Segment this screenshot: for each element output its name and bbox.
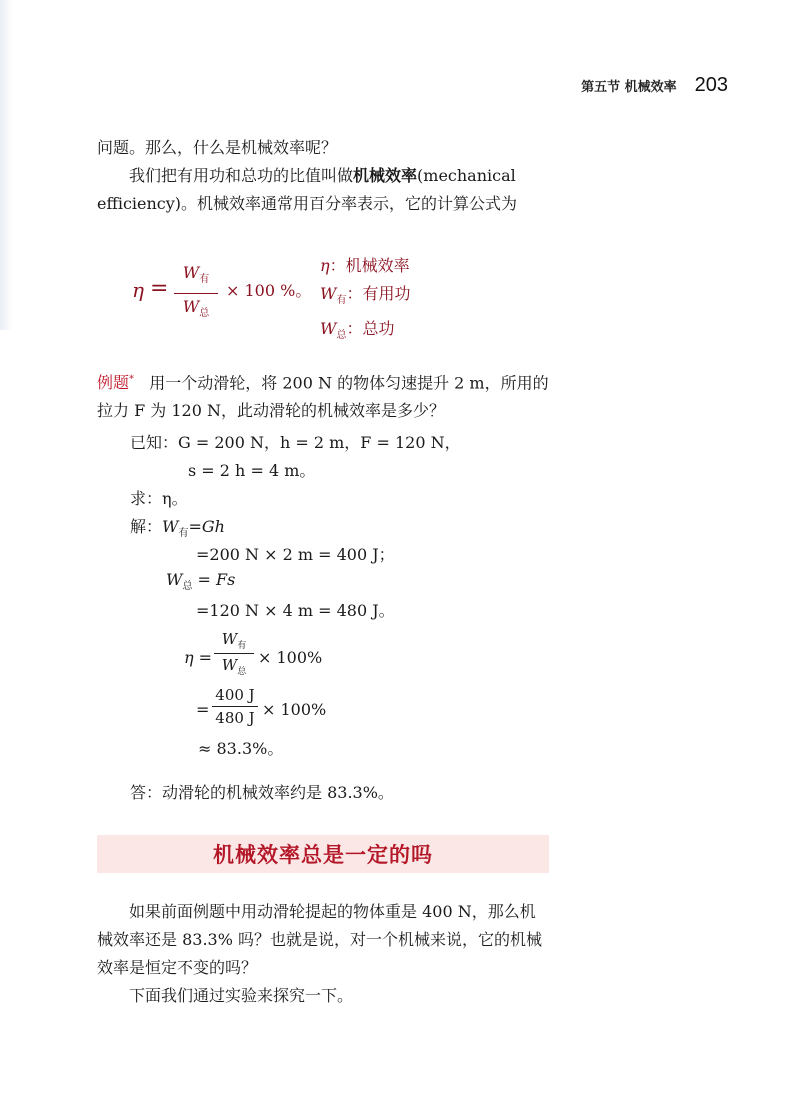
numeric-times-100: × 100% (262, 700, 327, 719)
section-banner-title: 机械效率总是一定的吗 (213, 843, 433, 867)
page-number: 203 (694, 74, 728, 96)
section-label: 第五节 机械效率 (581, 80, 677, 95)
known-line-2: s = 2 h = 4 m。 (188, 461, 316, 480)
find-line: 求：η。 (130, 489, 188, 508)
solve-total-work: $W_总 = Fs$ (166, 570, 236, 593)
example-label: 例题* (97, 373, 135, 393)
section-banner (97, 835, 549, 873)
definition-lead: 我们把有用功和总功的比值叫做 (129, 166, 354, 185)
example-problem (97, 366, 549, 425)
intro-line: 问题。那么，什么是机械效率呢？ (97, 138, 338, 157)
efficiency-formula (130, 256, 550, 342)
numeric-equals: = (196, 700, 210, 719)
solve-useful-work: 解：$W_有=Gh$ (130, 517, 225, 540)
answer-line: 答：动滑轮的机械效率约是 83.3%。 (130, 783, 394, 802)
calc-total-work: =120 N × 4 m = 480 J。 (196, 601, 395, 620)
calc-useful-work: =200 N × 2 m = 400 J； (196, 545, 395, 564)
page-edge-shading (0, 0, 12, 330)
legend-total-work: $W_总$：总功 (320, 319, 395, 342)
definition-paragraph (97, 162, 549, 218)
page-header (581, 74, 728, 97)
example-text: 用一个动滑轮，将 200 N 的物体匀速提升 2 m，所用的拉力 F 为 120 N，此动滑轮的机械效率是多少？ (97, 373, 549, 421)
numeric-fraction: 400 J 480 J (212, 686, 258, 727)
formula-eta: η (132, 278, 144, 302)
formula-times-100: × 100 %。 (226, 281, 312, 300)
eta-equals: η = (184, 648, 213, 667)
approx-result: ≈ 83.3%。 (198, 739, 284, 758)
closing-paragraph-1: 如果前面例题中用动滑轮提起的物体重是 400 N，那么机械效率还是 83.3% 吗？也就是说，对一个机械来说，它的机械效率是恒定不变的吗？ (97, 902, 543, 977)
formula-legend (320, 252, 410, 350)
legend-useful-work: $W_有$：有用功 (320, 284, 411, 307)
definition-term: 机械效率 (353, 166, 418, 185)
legend-eta: η：机械效率 (320, 256, 410, 275)
closing-paragraph-2: 下面我们通过实验来探究一下。 (129, 986, 354, 1005)
eta-fraction: $W_有$ $W_总$ (214, 630, 254, 677)
eta-times-100: × 100% (258, 648, 323, 667)
known-line-1: 已知：G = 200 N，h = 2 m，F = 120 N， (130, 433, 461, 452)
definition-tail: (mechanical efficiency)。机械效率通常用百分率表示，它的计算公式为 (97, 166, 518, 213)
formula-equals: = (150, 276, 169, 301)
formula-fraction: $W_有$ $W_总$ (174, 262, 218, 325)
